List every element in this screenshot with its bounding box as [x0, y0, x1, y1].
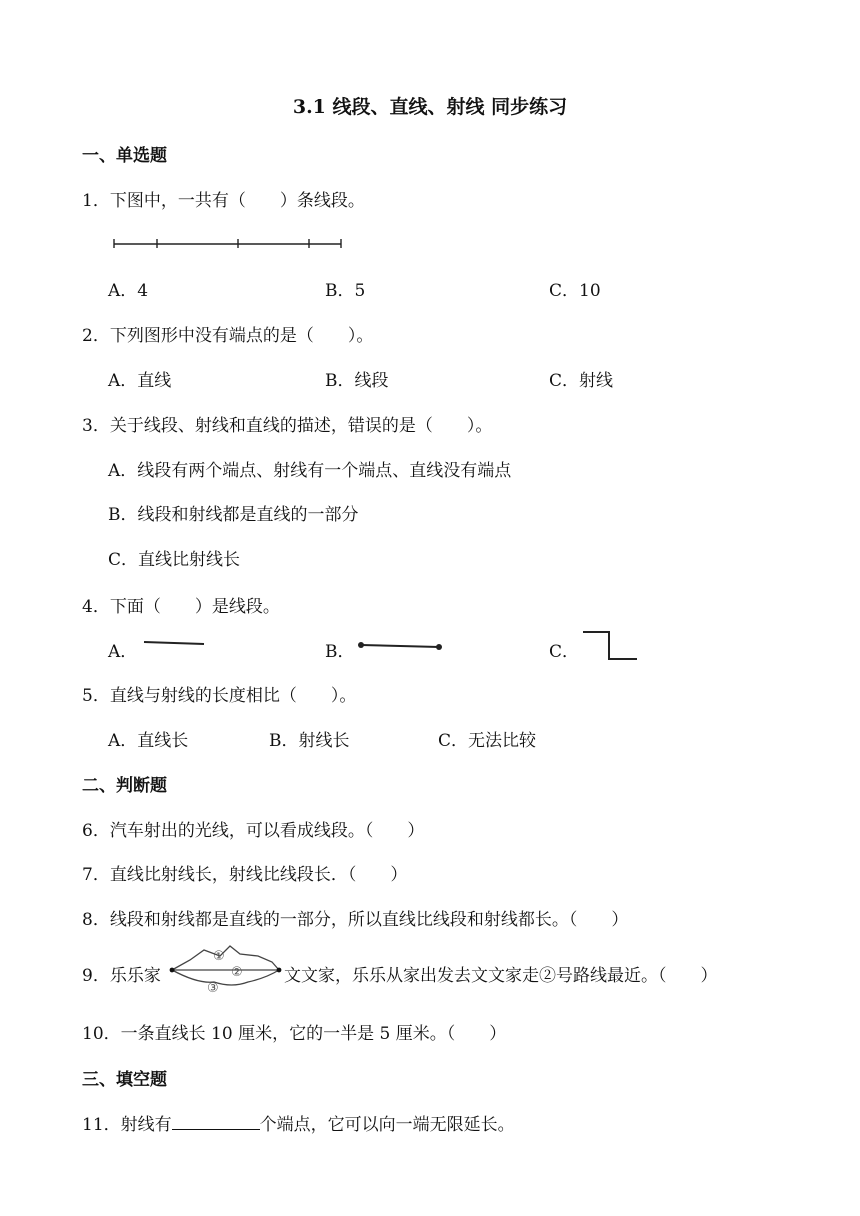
- segment-figure: [112, 234, 344, 250]
- route-1-path: [172, 946, 279, 970]
- home-point: [170, 968, 175, 973]
- question-5: 5．直线与射线的长度相比（ ）。: [82, 686, 357, 706]
- question-9-suffix: 文文家，乐乐从家出发去文文家走②号路线最近。（ ）: [284, 966, 718, 986]
- route-diagram: [168, 942, 284, 996]
- q5-option-b: B．射线长: [269, 731, 350, 751]
- route-label-2: ②: [231, 965, 243, 980]
- section-heading-single-choice: 一、单选题: [82, 146, 167, 166]
- question-11: [82, 1110, 515, 1135]
- q1-option-a: A．4: [108, 281, 149, 301]
- question-11-suffix: 个端点，它可以向一端无限延长。: [259, 1115, 515, 1135]
- q2-option-c: C．射线: [549, 371, 614, 391]
- broken-line-figure-c: [580, 628, 640, 664]
- question-6: 6．汽车射出的光线，可以看成线段。（ ）: [82, 821, 425, 841]
- q3-option-b: B．线段和射线都是直线的一部分: [108, 505, 359, 525]
- destination-point: [277, 968, 282, 973]
- q4-option-c: C．: [549, 642, 580, 662]
- segment-figure-b: [357, 640, 443, 654]
- question-7: 7．直线比射线长，射线比线段长．（ ）: [82, 865, 408, 885]
- q2-option-b: B．线段: [325, 371, 389, 391]
- route-3-path: [172, 970, 279, 985]
- line-figure-a: [142, 638, 206, 650]
- q4-option-a: A．: [108, 642, 138, 662]
- endpoint-dot: [436, 644, 442, 650]
- answer-blank[interactable]: [172, 1113, 260, 1130]
- q1-option-b: B．5: [325, 281, 366, 301]
- page-title: 3.1 线段、直线、射线 同步练习: [292, 96, 568, 118]
- question-2: 2．下列图形中没有端点的是（ ）。: [82, 326, 374, 346]
- q1-option-c: C．10: [549, 281, 601, 301]
- route-label-1: ①: [213, 949, 225, 964]
- section-heading-true-false: 二、判断题: [82, 776, 167, 796]
- question-1: 1．下图中，一共有（ ）条线段。: [82, 191, 365, 211]
- question-4: 4．下面（ ）是线段。: [82, 597, 280, 617]
- q5-option-c: C．无法比较: [438, 731, 537, 751]
- route-label-3: ③: [207, 981, 219, 996]
- q5-option-a: A．直线长: [108, 731, 189, 751]
- q2-option-a: A．直线: [108, 371, 172, 391]
- question-8: 8．线段和射线都是直线的一部分，所以直线比线段和射线都长。（ ）: [82, 910, 629, 930]
- section-heading-fill-blank: 三、填空题: [82, 1070, 167, 1090]
- q3-option-c: C．直线比射线长: [108, 550, 241, 570]
- question-9-prefix: 9．乐乐家: [82, 966, 161, 986]
- q4-option-b: B．: [325, 642, 355, 662]
- q3-option-a: A．线段有两个端点、射线有一个端点、直线没有端点: [108, 461, 512, 481]
- question-10: 10．一条直线长 10 厘米，它的一半是 5 厘米。（ ）: [82, 1024, 507, 1044]
- question-3: 3．关于线段、射线和直线的描述，错误的是（ ）。: [82, 416, 493, 436]
- endpoint-dot: [358, 642, 364, 648]
- question-11-prefix: 11．射线有: [82, 1115, 172, 1135]
